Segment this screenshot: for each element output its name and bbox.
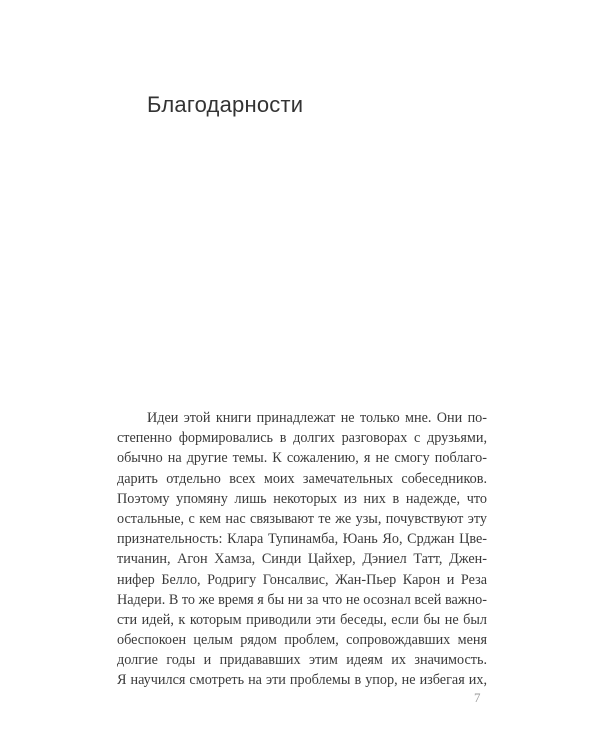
- paragraph-line: остальные, с кем нас связывают те же узы, почувствуют эту: [117, 510, 487, 527]
- paragraph-line: сти идей, к которым приводили эти беседы, если бы не был: [117, 611, 487, 628]
- paragraph-line: степенно формировались в долгих разговорах с друзьями,: [117, 430, 487, 447]
- paragraph-line: тичанин, Агон Хамза, Синди Цайхер, Дэниел Татт, Джен-: [117, 551, 487, 568]
- paragraph-line: Поэтому упомяну лишь некоторых из них в надежде, что: [117, 490, 487, 507]
- paragraph-line: долгие годы и придававших этим идеям их значимость.: [117, 652, 487, 669]
- paragraph-line: Я научился смотреть на эти проблемы в упор, не избегая их,: [117, 672, 487, 689]
- paragraph-line: нифер Белло, Родригу Гонсалвис, Жан-Пьер Карон и Реза: [117, 571, 487, 588]
- body-paragraph: [117, 408, 487, 691]
- paragraph-line: обычно на другие темы. К сожалению, я не смогу поблаго-: [117, 450, 487, 467]
- page-number: 7: [474, 690, 481, 705]
- paragraph-line: обеспокоен целым рядом проблем, сопровождавших меня: [117, 632, 487, 649]
- paragraph-line: Надери. В то же время я бы ни за что не осознал всей важно-: [117, 591, 487, 608]
- page-heading: Благодарности: [147, 92, 304, 117]
- paragraph-line: дарить отдельно всех моих замечательных собеседников.: [117, 470, 487, 487]
- paragraph-line: Идеи этой книги принадлежат не только мне. Они по-: [147, 410, 487, 426]
- paragraph-line: признательность: Клара Тупинамба, Юань Яо, Срджан Цве-: [117, 531, 487, 548]
